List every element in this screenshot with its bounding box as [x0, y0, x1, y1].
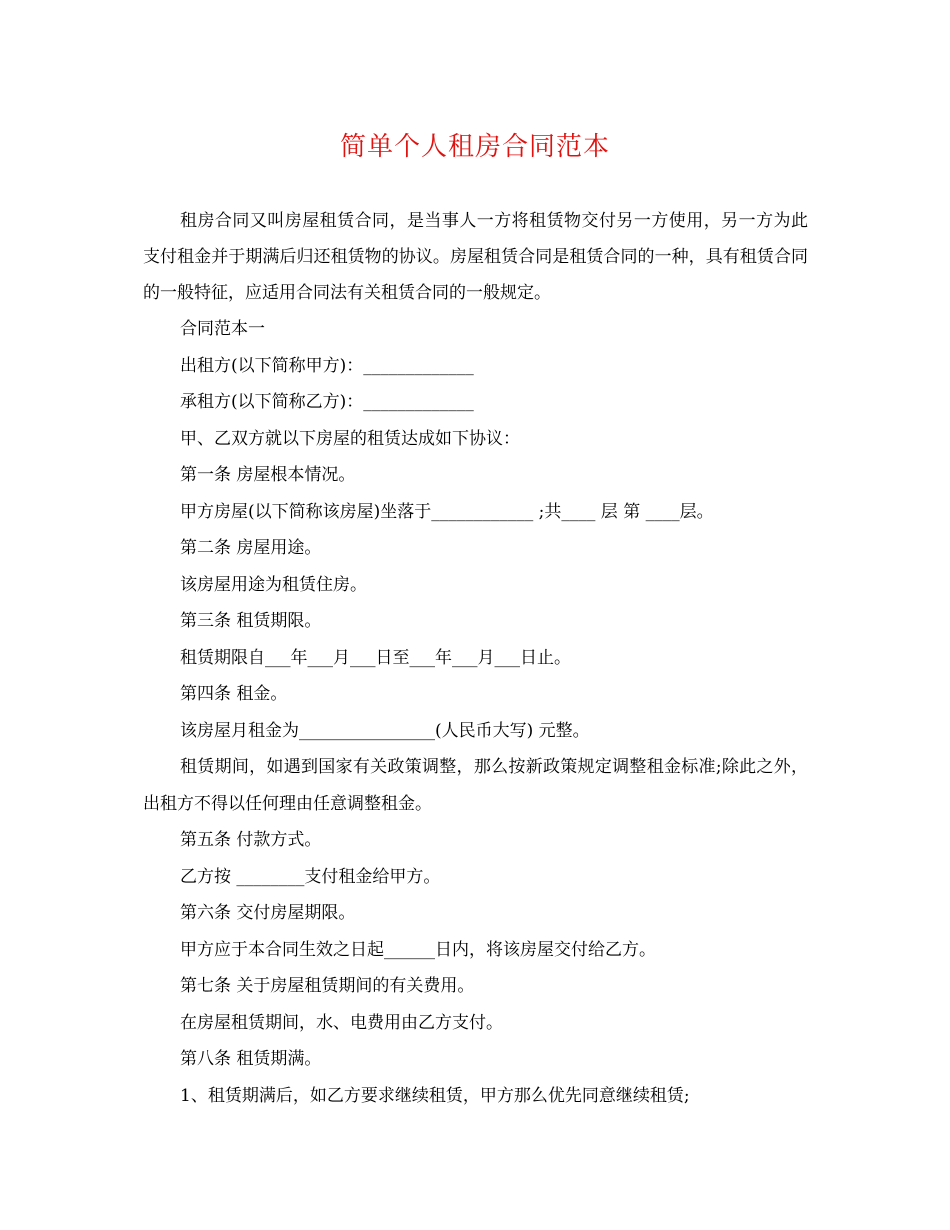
contract-body: [143, 311, 808, 1114]
article-6-text: 甲方应于本合同生效之日起______日内，将该房屋交付给乙方。: [180, 939, 656, 960]
article-2-heading: 第二条 房屋用途。: [180, 538, 322, 558]
article-3-text: 租赁期限自___年___月___日至___年___月___日止。: [180, 647, 571, 668]
article-1-heading: 第一条 房屋根本情况。: [180, 465, 356, 485]
intro-section: [143, 203, 808, 311]
article-5-text: 乙方按 ________支付租金给甲方。: [180, 866, 441, 887]
article-1-text: 甲方房屋(以下简称该房屋)坐落于____________ ;共____ 层 第 ____层。: [180, 501, 714, 522]
lessee-line: 承租方(以下简称乙方)：_____________: [180, 392, 474, 412]
article-4-policy-text: 租赁期间，如遇到国家有关政策调整，那么按新政策规定调整租金标准;除此之外，出租方不得以任何理由任意调整租金。: [143, 757, 808, 814]
article-4-heading: 第四条 租金。: [180, 684, 288, 704]
agreement-line: 甲、乙双方就以下房屋的租赁达成如下协议：: [180, 428, 520, 449]
article-5-heading: 第五条 付款方式。: [180, 830, 322, 850]
document-title: 简单个人租房合同范本: [339, 132, 610, 162]
article-8-item-1: 1、租赁期满后，如乙方要求继续租赁，甲方那么优先同意继续租赁;: [180, 1085, 690, 1106]
sample-heading: 合同范本一: [180, 319, 265, 339]
article-7-text: 在房屋租赁期间，水、电费用由乙方支付。: [180, 1012, 503, 1033]
article-6-heading: 第六条 交付房屋期限。: [180, 903, 356, 923]
article-8-heading: 第八条 租赁期满。: [180, 1049, 322, 1069]
article-4-text: 该房屋月租金为________________(人民币大写) 元整。: [180, 720, 590, 741]
article-7-heading: 第七条 关于房屋租赁期间的有关费用。: [180, 976, 475, 996]
lessor-line: 出租方(以下简称甲方)：_____________: [180, 355, 474, 376]
article-3-heading: 第三条 租赁期限。: [180, 611, 322, 631]
article-2-text: 该房屋用途为租赁住房。: [180, 574, 367, 595]
intro-paragraph: 租房合同又叫房屋租赁合同，是当事人一方将租赁物交付另一方使用，另一方为此支付租金并于期满后归还租赁物的协议。房屋租赁合同是租赁合同的一种，具有租赁合同的一般特征，应适用合同法有关租赁合同的一般规定。: [143, 211, 808, 303]
